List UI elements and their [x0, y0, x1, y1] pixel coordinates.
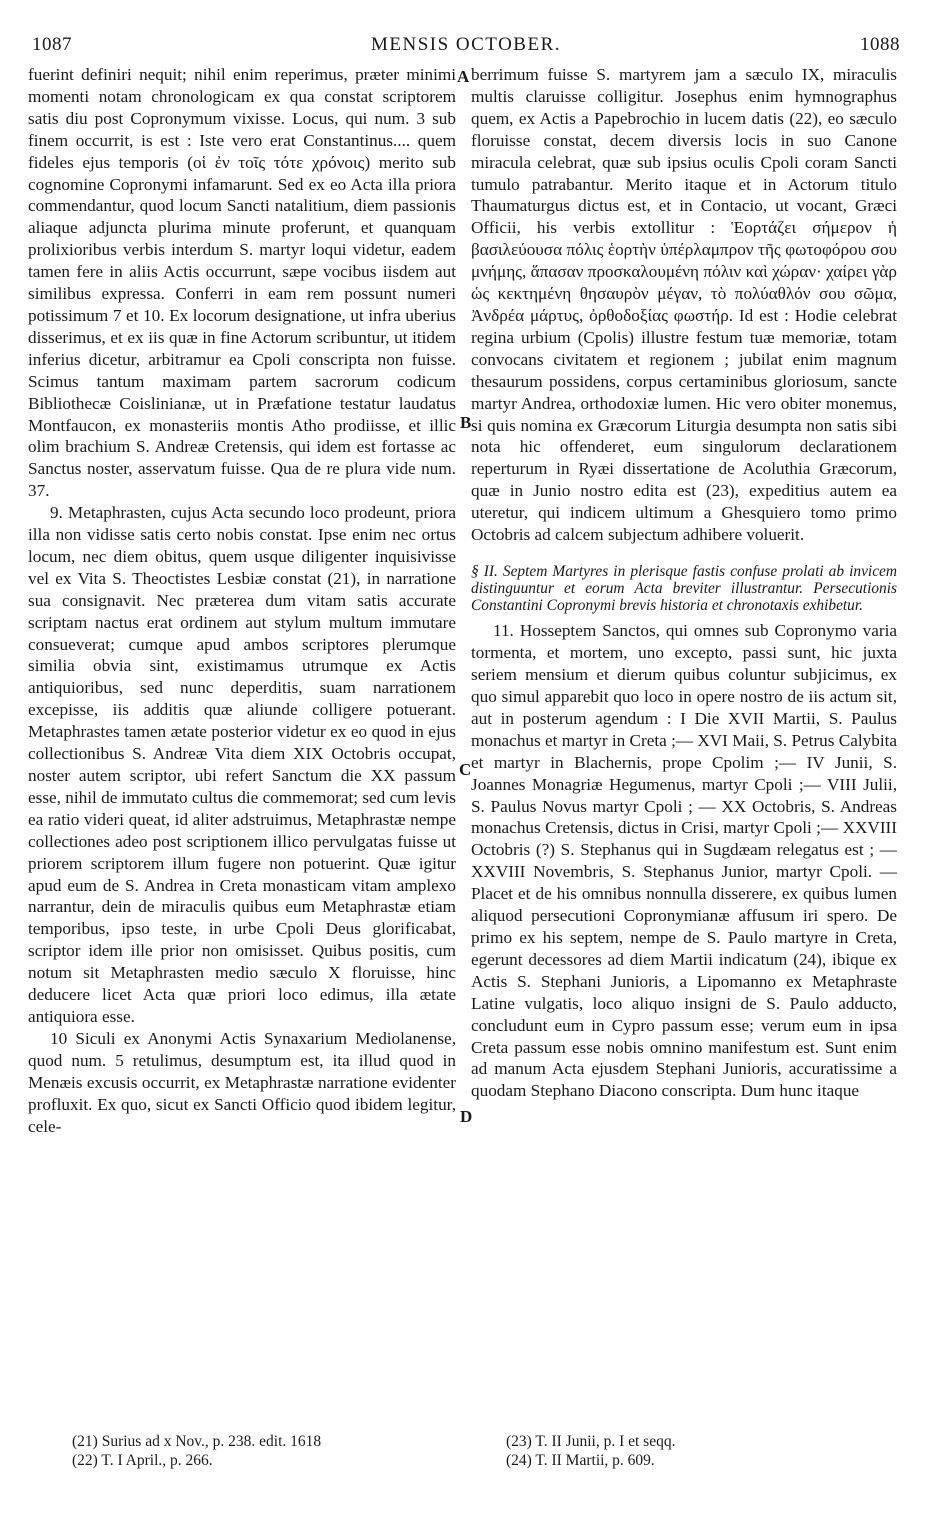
footnotes-left — [72, 1432, 321, 1470]
footnote-23: (23) T. II Junii, p. I et seqq. — [506, 1433, 676, 1450]
section-heading: § II. Septem Martyres in plerisque fastis confuse prolati ab invicem distinguuntur et eorum Acta breviter illustrantur. Persecutionis Constantini Copronymi brevis historia et chronotaxis exhibetur. — [471, 562, 897, 614]
footnote-21: (21) Surius ad x Nov., p. 238. edit. 1618 — [72, 1433, 322, 1450]
running-title: MENSIS OCTOBER. — [370, 34, 561, 55]
margin-marker-c: C — [459, 760, 472, 779]
paragraph-continuation-right: berrimum fuisse S. martyrem jam a sæculo IX, miraculis multis claruisse colligitur. Josephus enim hymnographus quem, ex Actis a Papebrochio in lucem datis (22), eo sæculo floruisse constat, decem diversis locis in suo Canone miracula celebrat, quæ sub ipsius oculis Cpoli coram Sancti tumulo patrabantur. Merito itaque et in Actorum titulo Thaumaturgus dictus est, et in Contacio, ut vocant, Græci Officii, his verbis extollitur : Ἑορτάζει σήμερον ἡ βασιλεύουσα πόλις ἑορτὴν ὑπέρλαμπρον τῆς φωτοφόρου σου μνήμης, ἅπασαν προσκαλουμένη πόλιν καὶ χώραν· χαίρει γὰρ ὡς κεκτημένη θησαυρὸν μέγαν, τὸ πολύαθλόν σου σῶμα, Ἀνδρέα μάρτυς, ὀρθοδοξίας φωστήρ. Id est : Hodie celebrat regina urbium (Cpolis) illustre festum tuæ memoriæ, totam convocans civitatem et regionem ; jubilat enim magnum thesaurum possidens, corpus certaminibus gloriosum, sancte martyr Andrea, orthodoxiæ lumen. Hic vero obiter monemus, si quis nomina ex Græcorum Liturgia desumpta non satis sibi nota hic offenderet, eum singulorum declarationem reperturum in Ryæi dissertatione de Acoluthia Græcorum, quæ in Junio nostro edita est (23), expeditius autem ea uteretur, qui indicem ultimum a Ghesquiero tomo primo Octobris ad calcem subjectum adhibere voluerit. — [471, 65, 897, 545]
paragraph-11: 11. Hosseptem Sanctos, qui omnes sub Copronymo varia tormenta, et mortem, uno excepto, passi sunt, hic juxta seriem mensium et dierum quibus coluntur subjicimus, ex quo simul apparebit quo loco in opere nostro de iis actum sit, aut in posterum agendum : I Die XVII Martii, S. Paulus monachus et martyr in Creta ;— XVI Maii, S. Petrus Calybita et martyr in Blachernis, prope Cpolim ;— IV Junii, S. Joannes Monagriæ Hegumenus, martyr Cpoli ;— VIII Julii, S. Paulus Novus martyr Cpoli ; — XX Octobris, S. Andreas monachus Cretensis, dictus in Crisi, martyr Cpoli ;— XXVIII Octobris (?) S. Stephanus qui in Sugdæam relegatus est ; — XXVIII Novembris, S. Stephanus Junior, martyr Cpoli. — Placet et de his omnibus nonnulla disserere, ex quibus lumen aliquod persecutioni Copronymianæ affusum iri spero. De primo ex his septem, nempe de S. Paulo martyre in Creta, egerunt decessores ad diem Martii indicatum (24), ibique ex Actis S. Stephani Junioris, a Lipomanno ex Metaphraste Latine vulgatis, loco aliquo insigni de S. Paulo adducto, concludunt eum in Cypro passum esse; verum eum in ipsa Creta passum esse nobis omnino manifestum est. Sunt enim ad manum Acta ejusdem Stephani Junioris, accuratissime a quodam Stephano Diacono conscripta. Dum hunc itaque — [471, 621, 897, 1101]
paragraph-continuation: fuerint definiri nequit; nihil enim reperimus, præter minimi momenti notam chronologicam ex qua constat scriptorem satis diu post Copronymum vixisse. Locus, qui num. 3 sub finem occurrit, is est : Iste vero erat Constantinus.... quem fideles ejus temporis (οἱ ἐν τοῖς τότε χρόνοις) merito sub cognomine Copronymi infamarunt. Sed ex eo Acta illa priora commendantur, quod locum Sancti natalitium, diem passionis aliaque adjuncta plurima minute proferunt, et quanquam prolixioribus verbis interdum S. martyr loqui videtur, eadem tamen fere in aliis Actis occurrunt, sæpe vocibus iisdem aut similibus expressa. Conferri in eam rem possunt numeri potissimum 7 et 10. Ex locorum designatione, ut infra uberius disserimus, et ex iis quæ in fine Actorum scribuntur, ut itidem inferius dicetur, arbitramur ea Cpoli conscripta non fuisse. Scimus tantum maximam partem sacrorum codicum Bibliothecæ Coislinianæ, ut in Præfatione testatur laudatus Montfaucon, ex monasteriis montis Atho prodiisse, et illic olim brachium S. Andreæ Cretensis, qui idem est fortasse ac Sanctus noster, asservatum fuisse. Qua de re plura vide num. 37. — [28, 65, 456, 501]
footnote-24: (24) T. II Martii, p. 609. — [506, 1452, 655, 1469]
paragraph-10: 10 Siculi ex Anonymi Actis Synaxarium Mediolanense, quod num. 5 retulimus, desumptum est, ita illud quod in Menæis excusis occurrit, ex Metaphrastæ narratione evidenter profluxit. Ex quo, sicut ex Sancti Officio quod ibidem legitur, cele- — [28, 1028, 456, 1136]
right-column — [471, 64, 897, 1102]
margin-marker-d: D — [460, 1107, 473, 1126]
page-number-left: 1087 — [32, 34, 72, 55]
left-column — [28, 64, 456, 1137]
footnote-22: (22) T. I April., p. 266. — [72, 1452, 213, 1469]
footnotes-right — [506, 1432, 675, 1470]
page-header — [32, 34, 900, 60]
paragraph-9: 9. Metaphrasten, cujus Acta secundo loco prodeunt, priora illa non vidisse satis certo nobis constat. Ipse enim nec ortus locum, nec diem obitus, quem usque diligenter inquisivisse vel ex Vita S. Theoctistes Lesbiæ constat (21), in narratione sua consignavit. Nec præterea dum vitam satis accurate scriptam nactus erat ordinem aut stylum multum immutare consueverat; cumque apud ambos scriptores plerumque similia obvia sint, existimamus utrumque ex Actis antiquioribus, sed nunc deperditis, suam narrationem excepisse, iis additis quæ aliunde colligere potuerant. Metaphrastes tamen ætate posterior videtur ex eo quod in ejus collectionibus S. Andreæ Vita diem XIX Octobris occupat, noster autem scriptor, ubi refert Sanctum die XX passum esse, nihil de immutato cultus die commemorat; sed cum levis ea ratio videri queat, id aliter adstruimus, Metaphrastæ nempe collectiones adeo post scriptionem illico pervulgatas fuisse ut priorem scriptorem illum fugere non potuerint. Quæ igitur apud eum de S. Andrea in Creta monasticam vitam amplexo narrantur, dein de miraculis quibus eum Metaphrastæ etiam temporibus, ipso teste, in urbe Cpoli Deus glorificabat, scriptor idem ille prior non omisisset. Quibus positis, cum notum sit Metaphrasten medio sæculo X floruisse, hinc deducere licet Acta quæ priori loco edimus, illa ætate antiquiora esse. — [28, 503, 456, 1026]
page-number-right: 1088 — [860, 34, 900, 55]
margin-marker-b: B — [460, 413, 472, 432]
margin-marker-a: A — [457, 67, 470, 86]
